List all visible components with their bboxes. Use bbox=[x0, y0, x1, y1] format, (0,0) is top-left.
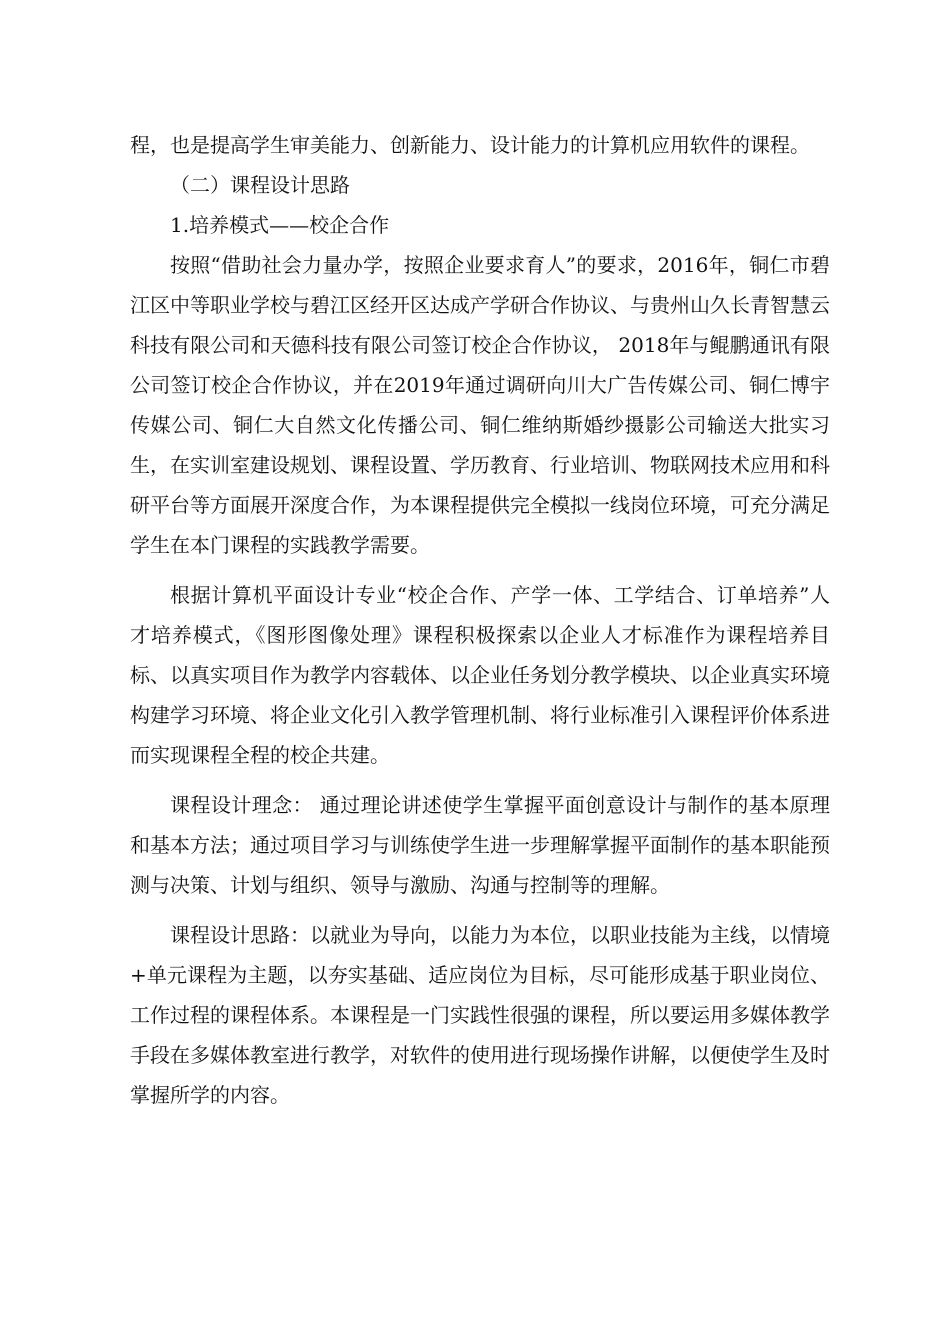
paragraph-design-approach: 课程设计思路：以就业为导向，以能力为本位，以职业技能为主线，以情境+单元课程为主题，以夯实基础、适应岗位为目标，尽可能形成基于职业岗位、工作过程的课程体系。本课程是一门实践性很强的课程，所以要运用多媒体教学手段在多媒体教室进行教学，对软件的使用进行现场操作讲解，以便使学生及时掌握所学的内容。 bbox=[130, 923, 830, 1107]
paragraph-design-concept: 课程设计理念： 通过理论讲述使学生掌握平面创意设计与制作的基本原理和基本方法；通过项目学习与训练使学生进一步理解掌握平面制作的基本职能预测与决策、计划与组织、领导与激励、沟通与控制等的理解。 bbox=[130, 793, 830, 897]
paragraph-continuation: 程，也是提高学生审美能力、创新能力、设计能力的计算机应用软件的课程。 bbox=[130, 133, 810, 157]
section-heading: （二）课程设计思路 bbox=[170, 173, 350, 197]
subsection-heading: 1.培养模式——校企合作 bbox=[170, 213, 390, 237]
paragraph-training-model: 根据计算机平面设计专业“校企合作、产学一体、工学结合、订单培养”人才培养模式，《图形图像处理》课程积极探索以企业人才标准作为课程培养目标、以真实项目作为教学内容载体、以企业任务划分教学模块、以企业真实环境构建学习环境、将企业文化引入教学管理机制、将行业标准引入课程评价体系进而实现课程全程的校企共建。 bbox=[130, 583, 830, 767]
document-body bbox=[130, 125, 830, 1115]
paragraph-school-enterprise: 按照“借助社会力量办学，按照企业要求育人”的要求，2016年，铜仁市碧江区中等职业学校与碧江区经开区达成产学研合作协议、与贵州山久长青智慧云科技有限公司和天德科技有限公司签订校企合作协议， 2018年与鲲鹏通讯有限公司签订校企合作协议，并在2019年通过调研向川大广告传媒公司、铜仁博宇传媒公司、铜仁大自然文化传播公司、铜仁维纳斯婚纱摄影公司输送大批实习生，在实训室建设规划、课程设置、学历教育、行业培训、物联网技术应用和科研平台等方面展开深度合作，为本课程提供完全模拟一线岗位环境，可充分满足学生在本门课程的实践教学需要。 bbox=[130, 253, 830, 557]
